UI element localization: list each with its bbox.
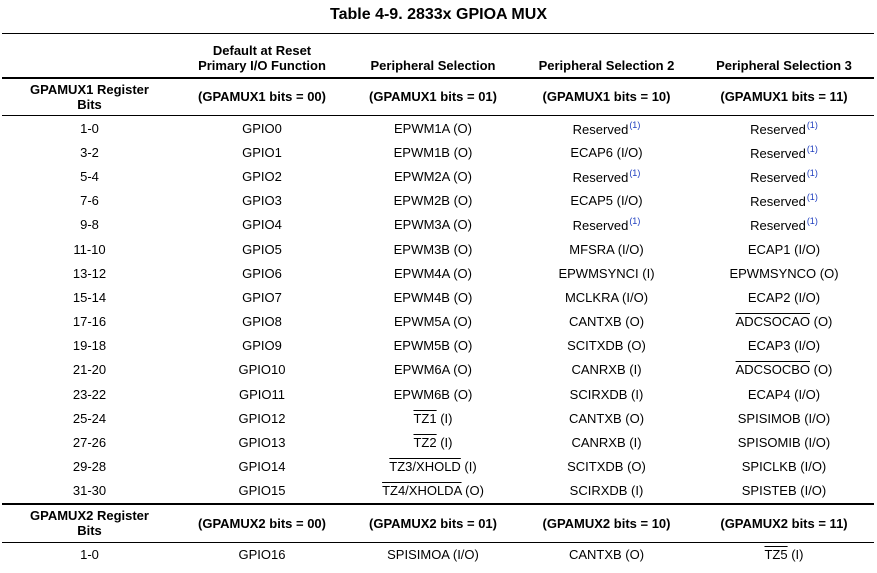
bits-setting-cell: (GPAMUX2 bits = 10)	[542, 515, 671, 531]
bit-field: 19-18	[72, 338, 107, 354]
mux-option-cell	[519, 358, 694, 382]
mux-option-cell	[347, 382, 519, 406]
signal-name: TZ1	[413, 410, 437, 426]
signal-name: CANRXB (I)	[571, 435, 642, 451]
signal-name: SCITXDB (O)	[567, 459, 646, 475]
signal-name: EPWM1B (O)	[393, 144, 473, 160]
header-register-bits	[2, 34, 177, 78]
signal-name: SPISOMIB (I/O)	[737, 435, 831, 451]
signal-name: GPIO1	[242, 144, 282, 160]
mux-option-cell	[177, 430, 347, 454]
mux-option-cell	[177, 140, 347, 164]
bit-field: 3-2	[80, 144, 99, 160]
mux-option-cell	[519, 116, 694, 141]
signal-name: SPISIMOA (I/O)	[387, 547, 479, 563]
footnote-mark: (1)	[806, 216, 818, 227]
signal-name: SCIRXDB (I)	[569, 386, 644, 402]
bit-field: 1-0	[80, 547, 99, 563]
table-row	[2, 116, 874, 141]
signal-name: GPIO2	[242, 168, 282, 184]
signal-name: GPIO9	[242, 338, 282, 354]
bits-setting-cell: (GPAMUX1 bits = 00)	[198, 89, 326, 105]
signal-name: Reserved	[750, 194, 806, 210]
bit-field: 31-30	[72, 483, 107, 499]
bits-setting-cell: (GPAMUX1 bits = 10)	[542, 89, 671, 105]
header-peripheral-selection: Peripheral Selection	[370, 57, 496, 73]
signal-direction: (I)	[436, 410, 453, 426]
bit-field-cell	[2, 430, 177, 454]
mux-option-cell	[347, 116, 519, 141]
register-label-line2: Bits	[77, 96, 102, 112]
table-row	[2, 140, 874, 164]
signal-direction: (I)	[436, 435, 453, 451]
signal-name: Reserved	[572, 218, 629, 234]
mux-option-cell	[347, 164, 519, 188]
mux-option-cell	[694, 310, 874, 334]
footnote-mark: (1)	[629, 216, 641, 227]
bits-setting-cell: (GPAMUX2 bits = 01)	[369, 515, 497, 531]
bit-field-cell	[2, 310, 177, 334]
footnote-mark: (1)	[629, 167, 641, 178]
table-row	[2, 164, 874, 188]
table-title: Table 4-9. 2833x GPIOA MUX	[330, 6, 547, 23]
mux-option-cell	[347, 310, 519, 334]
mux-option-cell	[694, 382, 874, 406]
bit-field-cell	[2, 406, 177, 430]
signal-name: GPIO11	[238, 386, 285, 402]
mux-option-cell	[694, 189, 874, 213]
mux-option-cell	[519, 213, 694, 237]
mux-option-cell	[694, 213, 874, 237]
mux-option-cell	[347, 455, 519, 479]
mux-option-cell	[519, 479, 694, 504]
bits-setting-cell: (GPAMUX2 bits = 00)	[198, 515, 326, 531]
signal-name: TZ4/XHOLDA	[382, 483, 462, 499]
signal-name: CANTXB (O)	[568, 547, 645, 563]
mux-option-cell	[519, 430, 694, 454]
table-row	[2, 455, 874, 479]
mux-option-cell	[177, 116, 347, 141]
signal-name: EPWM4A (O)	[393, 265, 472, 281]
header-default-at-reset: Default at Reset Primary I/O Function	[198, 42, 326, 73]
signal-name: GPIO7	[242, 289, 282, 305]
signal-direction: (I)	[787, 547, 804, 563]
mux-option-cell	[694, 237, 874, 261]
footnote-mark: (1)	[806, 143, 818, 154]
signal-name: Reserved	[750, 169, 806, 185]
signal-name: EPWM3B (O)	[393, 241, 473, 257]
mux-option-cell	[519, 334, 694, 358]
table-row	[2, 310, 874, 334]
signal-name: EPWM2B (O)	[393, 193, 473, 209]
mux-option-cell	[519, 406, 694, 430]
signal-name: GPIO6	[242, 265, 282, 281]
mux-option-cell	[347, 358, 519, 382]
bit-field-cell	[2, 334, 177, 358]
bit-field-cell	[2, 382, 177, 406]
signal-name: GPIO14	[238, 459, 286, 475]
signal-name: EPWM4B (O)	[393, 289, 473, 305]
bit-field-cell	[2, 542, 177, 567]
signal-direction: (I)	[460, 459, 477, 475]
signal-name: GPIO5	[242, 241, 282, 257]
bits-setting-cell: (GPAMUX1 bits = 01)	[369, 89, 497, 105]
mux-option-cell	[177, 237, 347, 261]
mux-option-cell	[177, 334, 347, 358]
mux-option-cell	[694, 164, 874, 188]
signal-direction: (O)	[810, 314, 833, 330]
bit-field-cell	[2, 213, 177, 237]
mux-option-cell	[347, 237, 519, 261]
mux-option-cell	[519, 164, 694, 188]
signal-name: SPICLKB (I/O)	[741, 459, 827, 475]
signal-name: Reserved	[750, 145, 806, 161]
bit-field: 1-0	[80, 120, 99, 136]
footnote-mark: (1)	[806, 167, 818, 178]
signal-name: ECAP4 (I/O)	[747, 386, 821, 402]
signal-name: EPWMSYNCI (I)	[558, 265, 655, 281]
bit-field: 29-28	[72, 459, 107, 475]
signal-name: Reserved	[750, 121, 806, 137]
bit-field: 21-20	[72, 362, 107, 378]
mux-option-cell	[694, 285, 874, 309]
gpioa-mux-table	[2, 33, 874, 567]
signal-name: ECAP3 (I/O)	[747, 338, 821, 354]
table-row	[2, 237, 874, 261]
signal-name: GPIO13	[238, 435, 286, 451]
mux-option-cell	[519, 455, 694, 479]
signal-name: TZ3/XHOLD	[389, 459, 461, 475]
mux-option-cell	[177, 358, 347, 382]
bit-field: 25-24	[72, 410, 107, 426]
mux-option-cell	[519, 237, 694, 261]
bit-field: 5-4	[80, 168, 99, 184]
mux-option-cell	[177, 406, 347, 430]
bit-field-cell	[2, 358, 177, 382]
bit-field: 13-12	[72, 265, 107, 281]
mux-option-cell	[347, 213, 519, 237]
signal-name: MFSRA (I/O)	[569, 241, 644, 257]
mux-option-cell	[347, 430, 519, 454]
register-label	[2, 78, 177, 116]
bit-field: 9-8	[80, 217, 99, 233]
mux-option-cell	[694, 406, 874, 430]
signal-name: GPIO0	[242, 120, 282, 136]
bit-field-cell	[2, 285, 177, 309]
signal-name: TZ5	[764, 547, 788, 563]
signal-name: TZ2	[413, 435, 437, 451]
signal-name: Reserved	[572, 169, 629, 185]
mux-option-cell	[519, 285, 694, 309]
bit-field: 23-22	[72, 386, 107, 402]
signal-name: ADCSOCBO	[735, 362, 810, 378]
bit-field-cell	[2, 140, 177, 164]
header-peripheral-selection-2: Peripheral Selection 2	[538, 57, 675, 73]
signal-name: EPWM6B (O)	[393, 386, 473, 402]
table-row	[2, 479, 874, 504]
signal-name: EPWM5B (O)	[393, 338, 473, 354]
bits-setting-cell: (GPAMUX2 bits = 11)	[720, 515, 848, 531]
mux-option-cell	[177, 455, 347, 479]
footnote-mark: (1)	[629, 119, 641, 130]
register-label	[2, 504, 177, 542]
mux-option-cell	[694, 261, 874, 285]
mux-option-cell	[519, 140, 694, 164]
signal-name: GPIO10	[238, 362, 286, 378]
signal-name: CANRXB (I)	[571, 362, 642, 378]
bit-field: 17-16	[72, 314, 107, 330]
signal-name: Reserved	[572, 121, 629, 137]
table-body	[2, 78, 874, 567]
signal-name: EPWM3A (O)	[393, 217, 472, 233]
mux-option-cell	[177, 189, 347, 213]
signal-name: ECAP5 (I/O)	[570, 193, 643, 209]
footnote-mark: (1)	[806, 119, 818, 130]
signal-name: SPISTEB (I/O)	[741, 483, 827, 499]
mux-option-cell	[347, 406, 519, 430]
mux-option-cell	[177, 479, 347, 504]
signal-name: EPWM5A (O)	[393, 314, 472, 330]
mux-option-cell	[694, 455, 874, 479]
bit-field-cell	[2, 237, 177, 261]
mux-option-cell	[519, 261, 694, 285]
signal-name: Reserved	[750, 218, 806, 234]
mux-option-cell	[177, 261, 347, 285]
signal-name: SCIRXDB (I)	[569, 483, 644, 499]
bit-field-cell	[2, 116, 177, 141]
mux-option-cell	[694, 479, 874, 504]
signal-name: GPIO4	[242, 217, 282, 233]
mux-option-cell	[177, 382, 347, 406]
mux-option-cell	[177, 310, 347, 334]
mux-option-cell	[177, 213, 347, 237]
header-row	[2, 34, 874, 78]
mux-option-cell	[347, 334, 519, 358]
bit-field: 7-6	[80, 193, 99, 209]
mux-option-cell	[694, 334, 874, 358]
mux-option-cell	[177, 542, 347, 567]
mux-option-cell	[347, 542, 519, 567]
signal-name: CANTXB (O)	[568, 314, 645, 330]
signal-name: EPWM1A (O)	[393, 120, 472, 136]
signal-name: GPIO15	[238, 483, 286, 499]
register-section-row	[2, 78, 874, 116]
table-row	[2, 213, 874, 237]
bit-field: 11-10	[73, 241, 106, 257]
footnote-mark: (1)	[806, 192, 818, 203]
mux-option-cell	[347, 285, 519, 309]
mux-option-cell	[519, 310, 694, 334]
mux-option-cell	[694, 116, 874, 141]
bits-setting-cell: (GPAMUX1 bits = 11)	[720, 89, 848, 105]
table-row	[2, 189, 874, 213]
signal-name: ECAP2 (I/O)	[747, 289, 821, 305]
signal-name: EPWM2A (O)	[393, 168, 472, 184]
signal-name: EPWMSYNCO (O)	[729, 265, 839, 281]
mux-option-cell	[177, 285, 347, 309]
signal-name: ADCSOCAO	[735, 314, 810, 330]
header-peripheral-selection-3: Peripheral Selection 3	[716, 57, 852, 73]
bit-field-cell	[2, 455, 177, 479]
table-row	[2, 261, 874, 285]
register-label-line2: Bits	[77, 523, 102, 539]
mux-option-cell	[694, 358, 874, 382]
mux-option-cell	[347, 140, 519, 164]
table-row	[2, 430, 874, 454]
mux-option-cell	[694, 430, 874, 454]
signal-name: ECAP6 (I/O)	[570, 144, 643, 160]
bit-field-cell	[2, 189, 177, 213]
signal-name: SPISIMOB (I/O)	[737, 410, 831, 426]
signal-name: GPIO8	[242, 314, 282, 330]
signal-name: GPIO12	[238, 410, 286, 426]
mux-option-cell	[694, 140, 874, 164]
register-label-line1: GPAMUX2 Register	[30, 508, 149, 524]
mux-option-cell	[347, 261, 519, 285]
mux-option-cell	[694, 542, 874, 567]
signal-name: GPIO3	[242, 193, 282, 209]
signal-name: GPIO16	[238, 547, 286, 563]
table-row	[2, 285, 874, 309]
bit-field-cell	[2, 164, 177, 188]
mux-option-cell	[177, 164, 347, 188]
bit-field: 15-14	[72, 289, 107, 305]
signal-name: ECAP1 (I/O)	[747, 241, 821, 257]
register-section-row	[2, 504, 874, 542]
table-row	[2, 382, 874, 406]
signal-name: MCLKRA (I/O)	[564, 289, 649, 305]
bit-field-cell	[2, 261, 177, 285]
mux-option-cell	[519, 189, 694, 213]
signal-name: CANTXB (O)	[568, 410, 645, 426]
signal-name: SCITXDB (O)	[567, 338, 646, 354]
mux-option-cell	[519, 382, 694, 406]
bit-field-cell	[2, 479, 177, 504]
signal-direction: (O)	[461, 483, 484, 499]
bit-field: 27-26	[72, 435, 107, 451]
table-row	[2, 542, 874, 567]
mux-option-cell	[347, 479, 519, 504]
signal-direction: (O)	[810, 362, 833, 378]
signal-name: EPWM6A (O)	[393, 362, 472, 378]
register-label-line1: GPAMUX1 Register	[30, 81, 149, 97]
table-row	[2, 406, 874, 430]
table-row	[2, 358, 874, 382]
mux-option-cell	[347, 189, 519, 213]
mux-option-cell	[519, 542, 694, 567]
table-row	[2, 334, 874, 358]
